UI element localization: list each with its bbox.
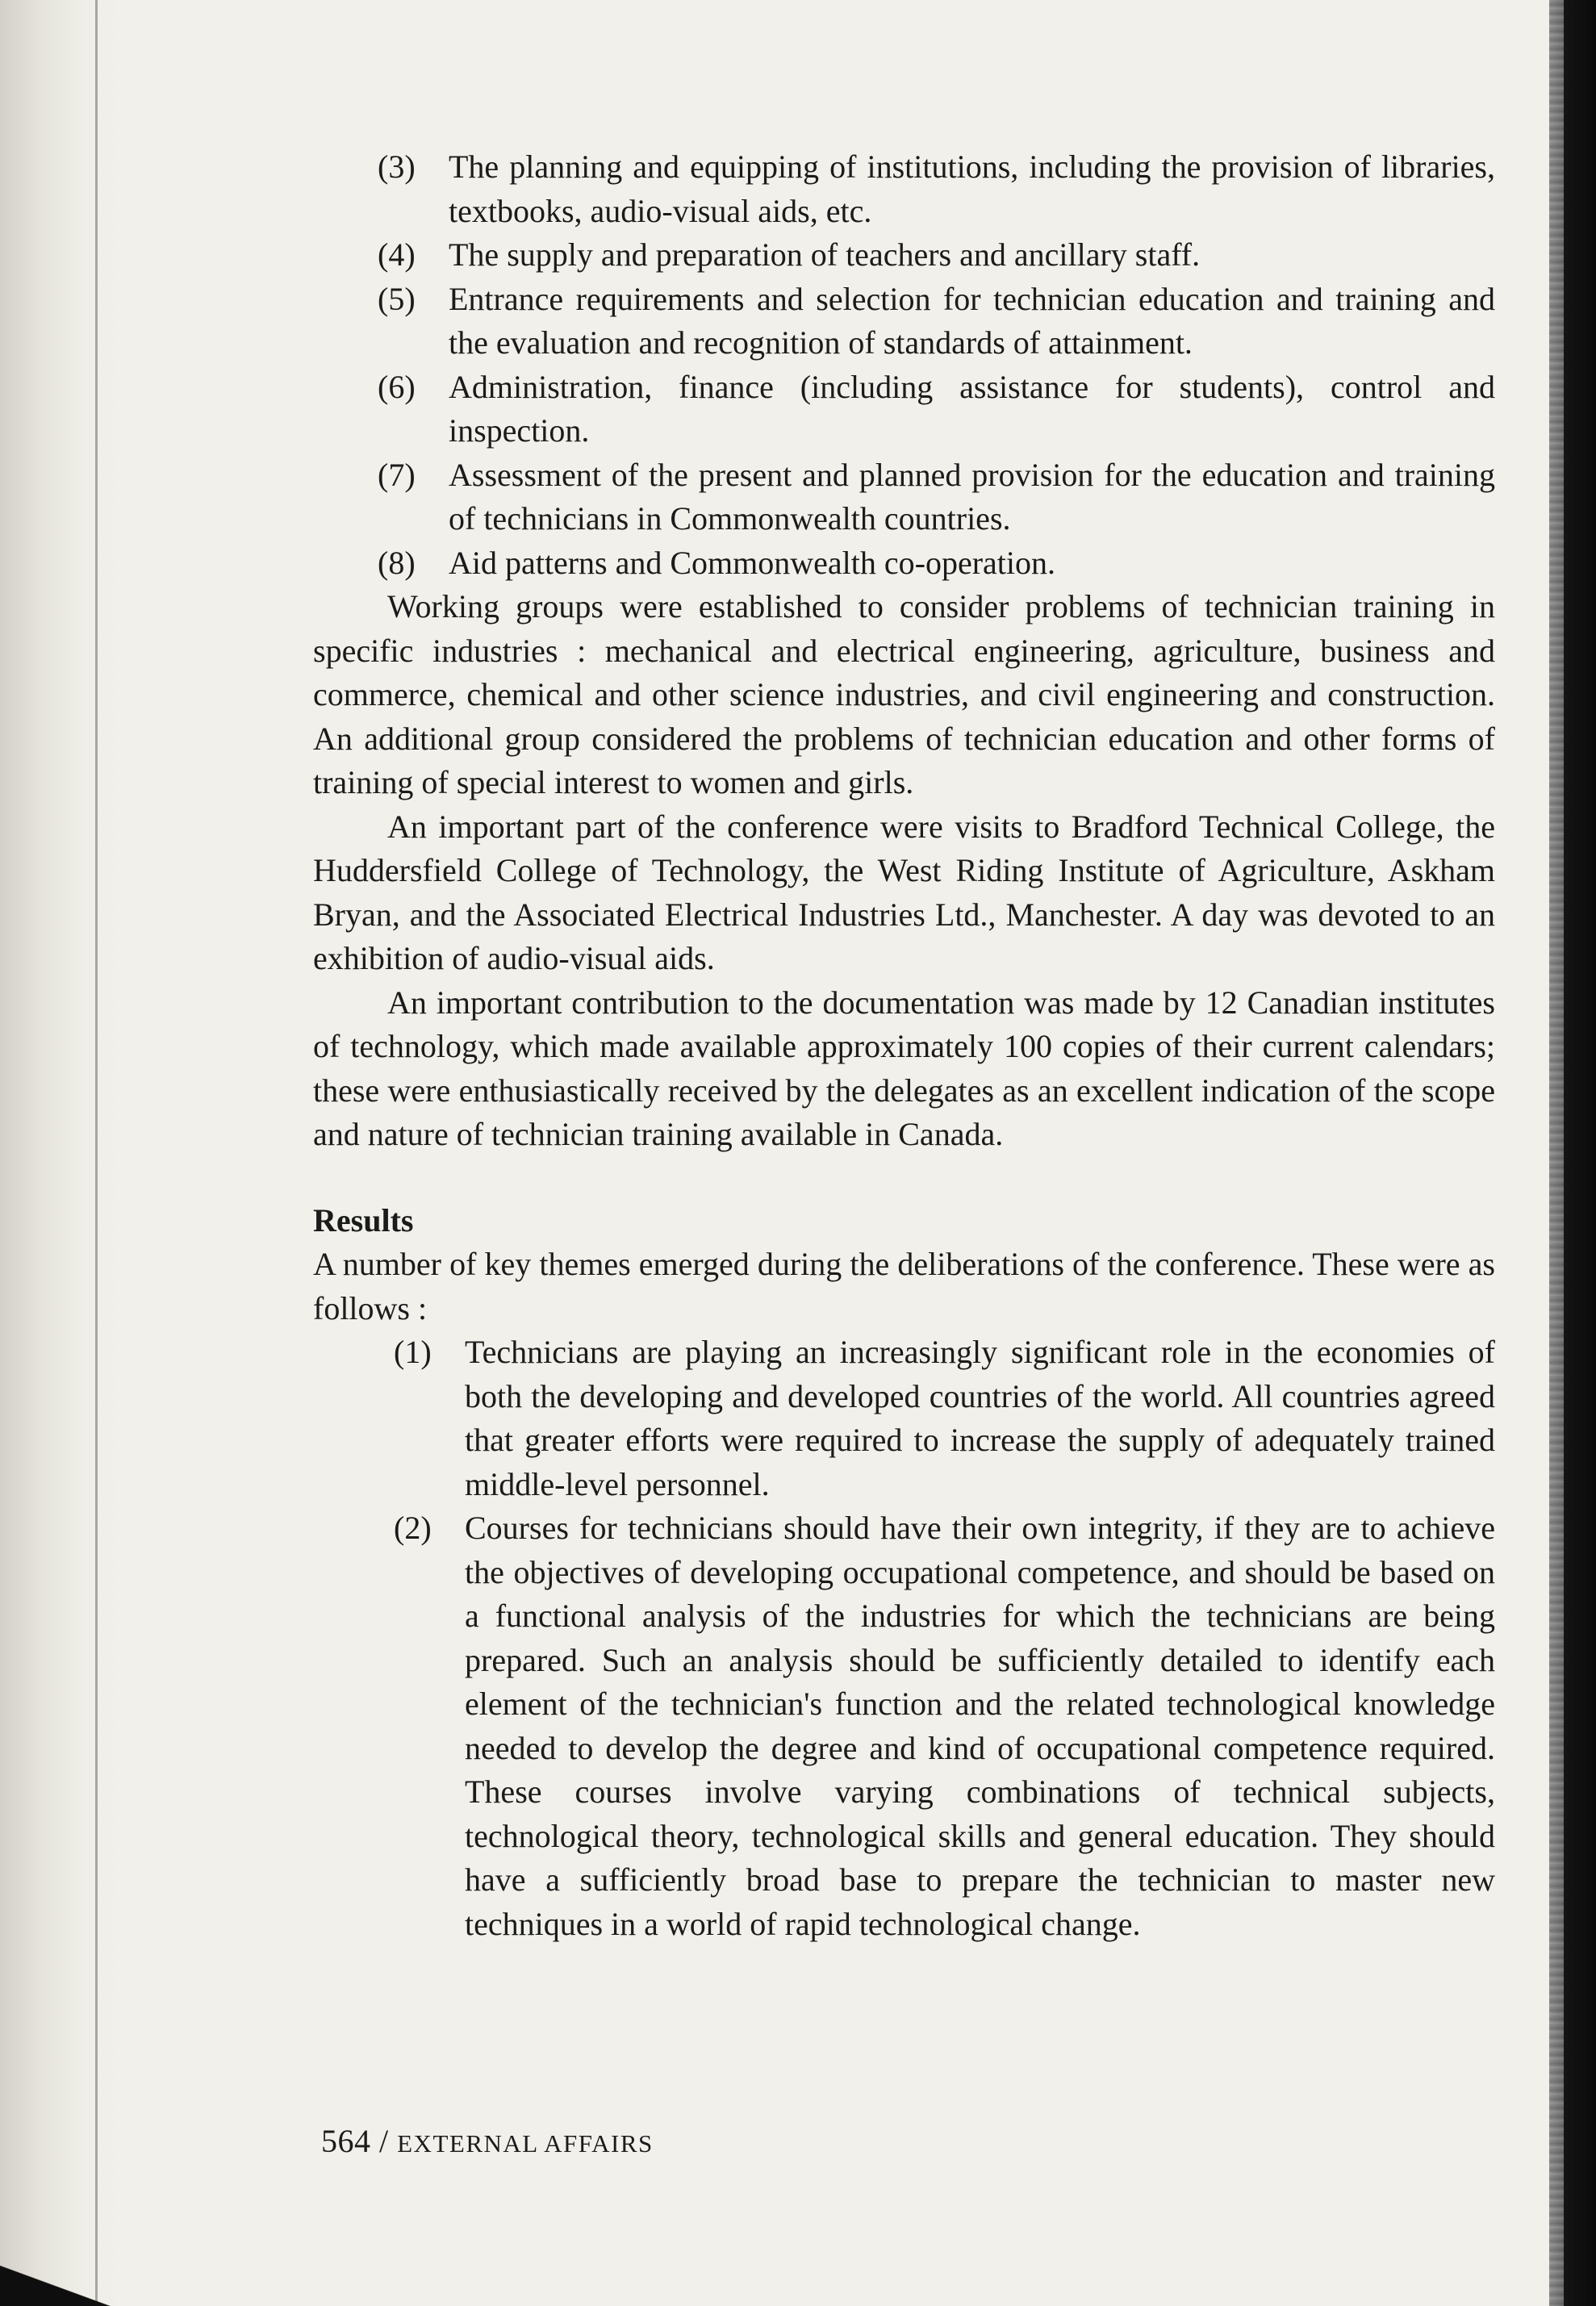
scan-gutter-line	[95, 0, 98, 2306]
footer-separator: /	[379, 2123, 389, 2159]
paragraph-documentation: An important contribution to the documentation was made by 12 Canadian institutes of technology, which made available approximately 100 copies of their current calendars; these were enthusiastically received by the delegates as an excellent indication of the scope and nature of technician training available in Canada.	[313, 984, 1495, 1152]
paragraph-working-groups: Working groups were established to consider problems of technician training in specific industries : mechanical and electrical engineering, agriculture, business and commerce, chemical and other science industries, and civil engineering and construction. An additional group considered the problems of technician education and other forms of training of special interest to women and girls.	[313, 588, 1495, 800]
list-item: (6) Administration, finance (including assistance for students), control and inspection.	[378, 368, 1495, 449]
scan-gutter-shadow	[0, 0, 121, 2306]
scan-page-edge-texture	[1549, 0, 1564, 2306]
numbered-list-results	[313, 1331, 1495, 1946]
publication-name: EXTERNAL AFFAIRS	[397, 2129, 654, 2158]
section-heading-results: Results	[313, 1201, 414, 1239]
numbered-list-top	[313, 145, 1495, 585]
list-item: (7) Assessment of the present and planned provision for the education and training of technicians in Commonwealth countries.	[378, 456, 1495, 537]
list-item: (3) The planning and equipping of institutions, including the provision of libraries, textbooks, audio-visual aids, etc.	[378, 148, 1495, 229]
document-page	[313, 145, 1495, 1946]
list-item: (5) Entrance requirements and selection for technician education and training and the evaluation and recognition of standards of attainment.	[378, 280, 1495, 361]
list-item: (8) Aid patterns and Commonwealth co-operation.	[378, 544, 1056, 581]
list-item: (1) Technicians are playing an increasingly significant role in the economies of both the developing and developed countries of the world. All countries agreed that greater efforts were required to increase the supply of adequately trained middle-level personnel.	[394, 1334, 1495, 1502]
page-number: 564	[321, 2123, 371, 2159]
scan-corner-shadow	[0, 2262, 121, 2306]
results-intro: A number of key themes emerged during the deliberations of the conference. These were as follows :	[313, 1246, 1495, 1326]
page-footer	[321, 2122, 654, 2160]
list-item: (2) Courses for technicians should have their own integrity, if they are to achieve the objectives of developing occupational competence, and should be based on a functional analysis of the industries for which the technicians are being prepared. Such an analysis should be sufficiently detailed to identify each element of the technician's function and the related technological knowledge needed to develop the degree and kind of occupational competence required. These courses involve varying combinations of technical subjects, technological theory, technological skills and general education. They should have a sufficiently broad base to prepare the technician to master new techniques in a world of rapid technological change.	[394, 1510, 1495, 1942]
list-item: (4) The supply and preparation of teachers and ancillary staff.	[378, 236, 1201, 273]
paragraph-visits: An important part of the conference were visits to Bradford Technical College, the Huddersfield College of Technology, the West Riding Institute of Agriculture, Askham Bryan, and the Associated Electrical Industries Ltd., Manchester. A day was devoted to an exhibition of audio-visual aids.	[313, 808, 1495, 976]
